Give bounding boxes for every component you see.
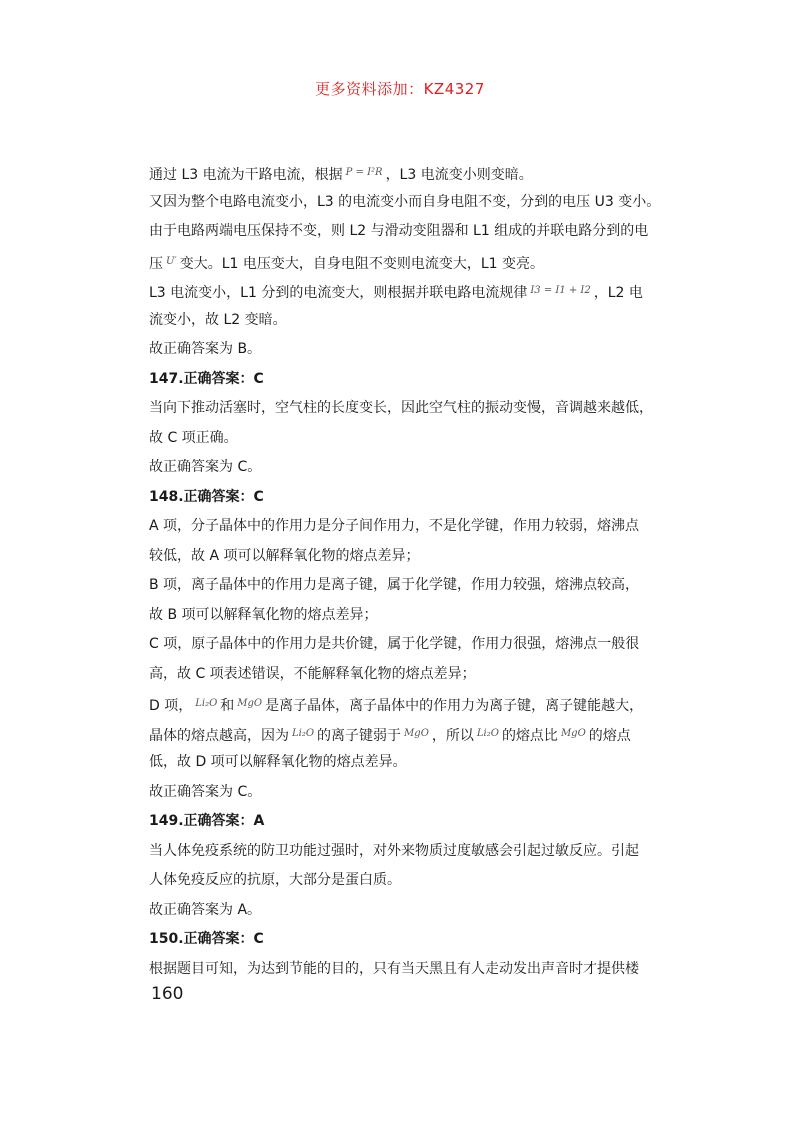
text-segment: 的熔点比: [501, 727, 558, 744]
document-body: [149, 158, 659, 984]
page-number: 160: [151, 984, 184, 1004]
text-segment: 通过 L3 电流为干路电流，根据: [149, 167, 343, 183]
question-heading: 150.正确答案：C: [149, 931, 264, 947]
text-line: 高，故 C 项表述错误，不能解释氧化物的熔点差异；: [149, 665, 476, 682]
watermark-header: 更多资料添加：KZ4327: [315, 80, 485, 98]
text-segment: ，L3 电流变小则变暗。: [385, 167, 533, 183]
text-segment: 晶体的熔点越高，因为: [149, 727, 289, 744]
answer-line: 故正确答案为 C。: [149, 783, 262, 800]
text-segment: 变大。L1 电压变大，自身电阻不变则电流变大，L1 变亮。: [179, 255, 545, 272]
text-line: 故 C 项正确。: [149, 429, 238, 446]
answer-line: 故正确答案为 B。: [149, 341, 262, 357]
formula-mgo: MgO: [237, 698, 263, 709]
text-line: 人体免疫反应的抗原，大部分是蛋白质。: [149, 872, 401, 888]
text-line: 故 B 项可以解释氧化物的熔点差异；: [149, 606, 378, 623]
text-line: 低，故 D 项可以解释氧化物的熔点差异。: [149, 754, 407, 770]
text-line: 由于电路两端电压保持不变，则 L2 与滑动变阻器和 L1 组成的并联电路分到的电: [149, 223, 649, 239]
formula-li2o: Li₂O: [292, 727, 315, 739]
text-line: [149, 719, 659, 749]
text-line: B 项，离子晶体中的作用力是离子键，属于化学键，作用力较强，熔沸点较高，: [149, 577, 640, 593]
formula-voltage: U′: [166, 255, 177, 267]
text-line: [149, 276, 659, 306]
text-segment: L3 电流变小，L1 分到的电流变大，则根据并联电路电流规律: [149, 285, 528, 301]
question-heading: 149.正确答案：A: [149, 813, 265, 829]
text-line: 当向下推动活塞时，空气柱的长度变长，因此空气柱的振动变慢，音调越来越低，: [149, 400, 653, 416]
text-line: 较低，故 A 项可以解释氧化物的熔点差异；: [149, 547, 420, 564]
question-heading: 148.正确答案：C: [149, 488, 264, 505]
question-heading: 147.正确答案：C: [149, 370, 264, 387]
answer-line: 故正确答案为 A。: [149, 901, 262, 918]
answer-line: 故正确答案为 C。: [149, 459, 262, 475]
text-line: 当人体免疫系统的防卫功能过强时，对外来物质过度敏感会引起过敏反应。引起: [149, 842, 639, 859]
formula-mgo: MgO: [560, 727, 586, 739]
text-line: A 项，分子晶体中的作用力是分子间作用力，不是化学键，作用力较弱，熔沸点: [149, 518, 640, 534]
text-segment: D 项，: [149, 698, 193, 714]
text-segment: ，L2 电: [593, 285, 643, 301]
text-segment: 压: [149, 255, 163, 272]
text-line: [149, 247, 659, 277]
formula-current-sum: I3 = I1 + I2: [530, 285, 591, 296]
formula-li2o: Li₂O: [195, 698, 218, 709]
text-line: [149, 689, 659, 719]
text-line: [149, 158, 659, 188]
text-segment: 的熔点: [588, 727, 631, 744]
text-line: 流变小，故 L2 变暗。: [149, 311, 287, 328]
text-line: 又因为整个电路电流变小，L3 的电流变小而自身电阻不变，分到的电压 U3 变小。: [149, 193, 661, 210]
text-line: 根据题目可知，为达到节能的目的，只有当天黑且有人走动发出声音时才提供楼: [149, 960, 639, 977]
formula-power: P = I²R: [345, 167, 383, 178]
formula-li2o: Li₂O: [476, 727, 499, 739]
text-segment: ，所以: [431, 727, 474, 744]
text-segment: 的离子键弱于: [317, 727, 402, 744]
text-segment: 是离子晶体，离子晶体中的作用力为离子键，离子键能越大，: [265, 698, 644, 714]
text-segment: 和: [220, 698, 235, 714]
formula-mgo: MgO: [404, 727, 429, 739]
text-line: C 项，原子晶体中的作用力是共价键，属于化学键，作用力很强，熔沸点一般很: [149, 636, 640, 652]
